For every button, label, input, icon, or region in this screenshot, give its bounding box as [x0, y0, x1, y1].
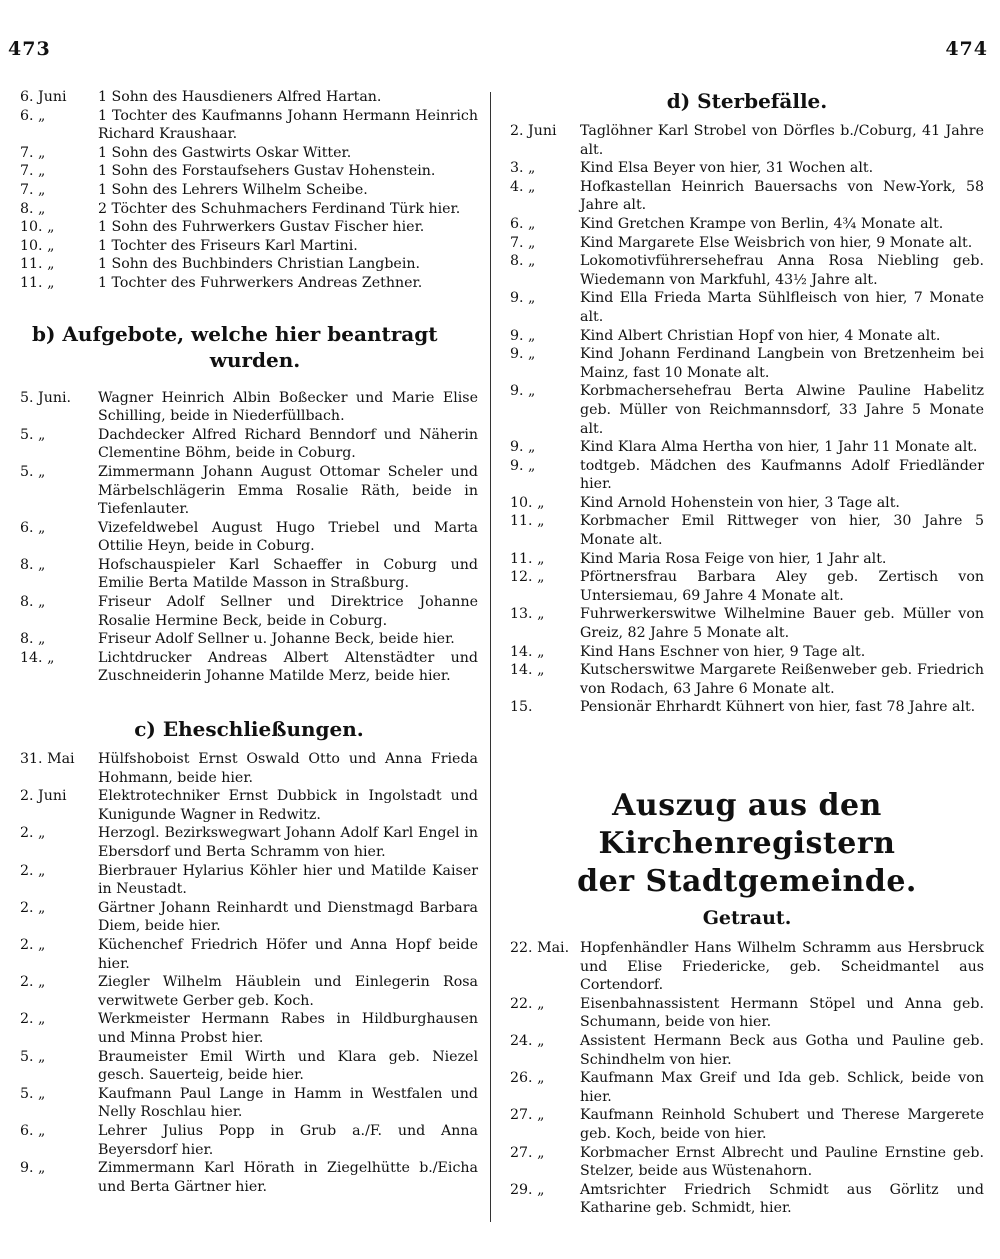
entry-date: 11. „: [510, 513, 545, 530]
entry-date: 9. „: [510, 439, 536, 456]
entry-text: Küchenchef Friedrich Höfer und Anna Hopf beide hier.: [98, 936, 478, 972]
entry-date: 8. „: [20, 594, 46, 611]
kirchen-heading-line1: Auszug aus den Kirchenregistern: [598, 788, 896, 861]
entry-text: Kind Klara Alma Hertha von hier, 1 Jahr 11 Monate alt.: [580, 439, 978, 456]
entry-date: 8. „: [20, 631, 46, 648]
entry-date: 9. „: [510, 290, 536, 307]
entry-date: 7. „: [20, 181, 46, 198]
list-item: [510, 252, 984, 289]
entry-date: 9. „: [510, 346, 536, 363]
section-d-heading: d) Sterbefälle.: [666, 89, 828, 113]
left-column: [20, 88, 478, 1196]
entry-date: 9. „: [510, 383, 536, 400]
list-item: [20, 389, 478, 426]
entry-text: Friseur Adolf Sellner u. Johanne Beck, beide hier.: [98, 631, 455, 648]
entry-text: Werkmeister Hermann Rabes in Hildburghausen und Minna Probst hier.: [98, 1011, 478, 1046]
entry-text: Herzogl. Bezirkswegwart Johann Adolf Karl Engel in Ebersdorf und Berta Schramm von hier.: [98, 825, 478, 860]
entry-date: 2. „: [20, 862, 46, 879]
entry-date: 14. „: [510, 662, 545, 679]
entry-date: 8. „: [20, 200, 46, 217]
entry-text: Kind Maria Rosa Feige von hier, 1 Jahr alt.: [580, 550, 887, 567]
entry-date: 7. „: [20, 144, 46, 161]
entry-date: 9. „: [20, 1160, 46, 1177]
entry-text: Kaufmann Reinhold Schubert und Therese Margerete geb. Koch, beide von hier.: [580, 1107, 984, 1142]
list-item: [20, 426, 478, 463]
entry-text: Kind Margarete Else Weisbrich von hier, 9 Monate alt.: [580, 234, 973, 251]
entry-text: Zimmermann Karl Hörath in Ziegelhütte b./Eicha und Berta Gärtner hier.: [98, 1160, 478, 1195]
list-item: [20, 107, 478, 144]
aufgebote-list: [20, 389, 478, 687]
entry-date: 2. „: [20, 936, 46, 953]
list-item: [510, 382, 984, 438]
entry-date: 2. „: [20, 899, 46, 916]
list-item: [20, 649, 478, 686]
entry-date: 13. „: [510, 606, 545, 623]
list-item: [20, 88, 478, 107]
births-list: [20, 88, 478, 293]
entry-date: 11. „: [20, 274, 55, 291]
list-item: [510, 327, 984, 346]
entry-date: 2. „: [20, 1011, 46, 1028]
getraut-list: [510, 939, 984, 1218]
entry-date: 7. „: [20, 163, 46, 180]
list-item: [20, 162, 478, 181]
list-item: [20, 181, 478, 200]
entry-text: 1 Sohn des Buchbinders Christian Langbein.: [98, 256, 421, 273]
list-item: [20, 1122, 478, 1159]
entry-date: 8. „: [510, 253, 536, 270]
entry-text: Friseur Adolf Sellner und Direktrice Johanne Rosalie Hermine Beck, beide in Coburg.: [98, 594, 478, 629]
list-item: [20, 255, 478, 274]
entry-text: Lokomotivführersehefrau Anna Rosa Niebling geb. Wiedemann von Markfuhl, 43½ Jahre alt.: [580, 253, 984, 288]
entry-date: 14. „: [20, 649, 55, 666]
entry-date: 15.: [510, 699, 533, 716]
entry-text: 1 Sohn des Hausdieners Alfred Hartan.: [98, 89, 382, 105]
entry-date: 9. „: [510, 457, 536, 474]
entry-date: 6. „: [20, 1122, 46, 1139]
right-column: [510, 88, 984, 1218]
list-item: [20, 274, 478, 293]
entry-text: Zimmermann Johann August Ottomar Scheler und Märbelschlägerin Emma Rosalie Räth, beide in Tiefenlauter.: [98, 463, 478, 518]
list-item: [20, 1010, 478, 1047]
entry-text: Kind Elsa Beyer von hier, 31 Wochen alt.: [580, 160, 874, 177]
entry-date: 11. „: [510, 550, 545, 567]
entry-text: Kind Gretchen Krampe von Berlin, 4¾ Monate alt.: [580, 215, 944, 232]
entry-date: 5. Juni.: [20, 389, 72, 406]
entry-text: Pensionär Ehrhardt Kühnert von hier, fast 78 Jahre alt.: [580, 699, 976, 716]
entry-date: 31. Mai: [20, 751, 75, 768]
list-item: [510, 550, 984, 569]
entry-date: 26. „: [510, 1070, 545, 1087]
section-b-line1: b) Aufgebote, welche hier beantragt: [32, 321, 438, 346]
entry-date: 10. „: [20, 219, 55, 236]
entry-text: 1 Tochter des Fuhrwerkers Andreas Zethner.: [98, 274, 423, 291]
list-item: [20, 237, 478, 256]
list-item: [510, 494, 984, 513]
list-item: [20, 556, 478, 593]
entry-text: 1 Sohn des Gastwirts Oskar Witter.: [98, 144, 352, 161]
section-b-line2: wurden.: [209, 347, 301, 372]
entry-text: Kind Albert Christian Hopf von hier, 4 Monate alt.: [580, 327, 941, 344]
entry-date: 6. „: [510, 215, 536, 232]
entry-text: 2 Töchter des Schuhmachers Ferdinand Türk hier.: [98, 200, 461, 217]
entry-date: 5. „: [20, 426, 46, 443]
list-item: [510, 1181, 984, 1218]
entry-text: Kind Johann Ferdinand Langbein von Bretzenheim bei Mainz, fast 10 Monate alt.: [580, 346, 984, 381]
list-item: [510, 159, 984, 178]
getraut-heading: Getraut.: [702, 907, 792, 929]
entry-text: Kaufmann Max Greif und Ida geb. Schlick, beide von hier.: [580, 1070, 984, 1105]
column-divider: [490, 92, 491, 1222]
list-item: [510, 568, 984, 605]
entry-date: 22. „: [510, 995, 545, 1012]
entry-date: 5. „: [20, 1048, 46, 1065]
list-item: [20, 463, 478, 519]
entry-date: 27. „: [510, 1107, 545, 1124]
list-item: [510, 122, 984, 159]
entry-text: Pförtnersfrau Barbara Aley geb. Zertisch von Untersiemau, 69 Jahre 4 Monate alt.: [580, 569, 984, 604]
list-item: [510, 698, 984, 717]
entry-text: Gärtner Johann Reinhardt und Dienstmagd Barbara Diem, beide hier.: [98, 899, 478, 935]
list-item: [510, 1069, 984, 1106]
list-item: [510, 995, 984, 1032]
list-item: [20, 218, 478, 237]
list-item: [20, 630, 478, 649]
entry-date: 6. „: [20, 107, 46, 124]
entry-date: 2. „: [20, 974, 46, 991]
entry-text: Kind Hans Eschner von hier, 9 Tage alt.: [580, 643, 866, 660]
entry-date: 27. „: [510, 1144, 545, 1161]
entry-text: todtgeb. Mädchen des Kaufmanns Adolf Friedländer hier.: [580, 457, 984, 493]
entry-text: Assistent Hermann Beck aus Gotha und Pauline geb. Schindhelm von hier.: [580, 1032, 984, 1068]
section-b-heading: [20, 321, 478, 373]
list-item: [20, 200, 478, 219]
entry-text: Kaufmann Paul Lange in Hamm in Westfalen und Nelly Roschlau hier.: [98, 1085, 478, 1121]
entry-text: Hofkastellan Heinrich Bauersachs von New-York, 58 Jahre alt.: [580, 178, 984, 214]
list-item: [20, 1048, 478, 1085]
sterbefaelle-list: [510, 122, 984, 717]
entry-date: 10. „: [510, 494, 545, 511]
list-item: [20, 519, 478, 556]
list-item: [20, 787, 478, 824]
entry-date: 2. „: [20, 825, 46, 842]
list-item: [20, 862, 478, 899]
list-item: [20, 824, 478, 861]
entry-date: 5. „: [20, 463, 46, 480]
list-item: [510, 345, 984, 382]
list-item: [510, 512, 984, 549]
entry-text: Kind Ella Frieda Marta Sühlfleisch von hier, 7 Monate alt.: [580, 290, 984, 325]
entry-date: 2. Juni: [510, 123, 557, 139]
entry-text: Dachdecker Alfred Richard Benndorf und Näherin Clementine Böhm, beide in Coburg.: [98, 426, 478, 462]
entry-text: Kind Arnold Hohenstein von hier, 3 Tage alt.: [580, 494, 900, 511]
entry-date: 8. „: [20, 556, 46, 573]
entry-date: 5. „: [20, 1085, 46, 1102]
entry-date: 10. „: [20, 237, 55, 254]
list-item: [20, 936, 478, 973]
list-item: [510, 1032, 984, 1069]
page-number-right: 474: [945, 38, 988, 60]
eheschliessungen-list: [20, 750, 478, 1196]
entry-text: Fuhrwerkerswitwe Wilhelmine Bauer geb. Müller von Greiz, 82 Jahre 5 Monate alt.: [580, 606, 984, 642]
list-item: [20, 899, 478, 936]
entry-text: Eisenbahnassistent Hermann Stöpel und Anna geb. Schumann, beide von hier.: [580, 995, 984, 1031]
list-item: [510, 178, 984, 215]
list-item: [510, 661, 984, 698]
entry-text: Elektrotechniker Ernst Dubbick in Ingolstadt und Kunigunde Wagner in Redwitz.: [98, 788, 478, 823]
entry-text: Hopfenhändler Hans Wilhelm Schramm aus Hersbruck und Elise Friedericke, geb. Scheidmantel aus Cortendorf.: [580, 940, 984, 994]
list-item: [20, 973, 478, 1010]
section-c-heading: c) Eheschließungen.: [134, 717, 364, 742]
entry-text: 1 Sohn des Lehrers Wilhelm Scheibe.: [98, 181, 368, 198]
list-item: [510, 215, 984, 234]
list-item: [510, 605, 984, 642]
list-item: [510, 234, 984, 253]
list-item: [20, 144, 478, 163]
entry-text: Ziegler Wilhelm Häublein und Einlegerin Rosa verwitwete Gerber geb. Koch.: [98, 974, 478, 1009]
entry-text: Bierbrauer Hylarius Köhler hier und Matilde Kaiser in Neustadt.: [98, 862, 478, 898]
entry-text: Korbmachersehefrau Berta Alwine Pauline Habelitz geb. Müller von Reichmannsdorf, 33 Jahre 5 Monate alt.: [580, 383, 984, 437]
entry-text: Vizefeldwebel August Hugo Triebel und Marta Ottilie Heyn, beide in Coburg.: [98, 519, 478, 555]
list-item: [510, 438, 984, 457]
entry-text: Lehrer Julius Popp in Grub a./F. und Anna Beyersdorf hier.: [98, 1122, 478, 1158]
entry-date: 6. Juni: [20, 89, 67, 105]
entry-text: Kutscherswitwe Margarete Reißenweber geb. Friedrich von Rodach, 63 Jahre 6 Monate alt.: [580, 662, 984, 697]
entry-date: 4. „: [510, 178, 536, 195]
list-item: [20, 593, 478, 630]
kirchen-heading: [510, 787, 984, 901]
entry-text: Hülfshoboist Ernst Oswald Otto und Anna Frieda Hohmann, beide hier.: [98, 751, 478, 786]
entry-text: Taglöhner Karl Strobel von Dörfles b./Coburg, 41 Jahre alt.: [580, 123, 984, 158]
entry-text: Korbmacher Emil Rittweger von hier, 30 Jahre 5 Monate alt.: [580, 513, 984, 549]
entry-text: Hofschauspieler Karl Schaeffer in Coburg und Emilie Berta Matilde Masson in Straßburg.: [98, 556, 478, 592]
kirchen-heading-line2: der Stadtgemeinde.: [577, 864, 917, 899]
page-number-left: 473: [8, 38, 51, 60]
entry-date: 7. „: [510, 234, 536, 251]
entry-date: 3. „: [510, 160, 536, 177]
entry-text: Lichtdrucker Andreas Albert Altenstädter und Zuschneiderin Johanne Matilde Merz, beide hier.: [98, 649, 478, 685]
entry-text: Braumeister Emil Wirth und Klara geb. Niezel gesch. Sauerteig, beide hier.: [98, 1048, 478, 1084]
entry-text: Wagner Heinrich Albin Boßecker und Marie Elise Schilling, beide in Niederfüllbach.: [98, 389, 478, 425]
entry-text: Amtsrichter Friedrich Schmidt aus Görlitz und Katharine geb. Schmidt, hier.: [580, 1181, 984, 1217]
list-item: [20, 750, 478, 787]
list-item: [20, 1085, 478, 1122]
list-item: [510, 939, 984, 995]
entry-date: 2. Juni: [20, 788, 67, 805]
entry-date: 14. „: [510, 643, 545, 660]
list-item: [510, 457, 984, 494]
entry-text: Korbmacher Ernst Albrecht und Pauline Ernstine geb. Stelzer, beide aus Wüstenahorn.: [580, 1144, 984, 1180]
entry-text: 1 Tochter des Kaufmanns Johann Hermann Heinrich Richard Kraushaar.: [98, 107, 478, 143]
entry-text: 1 Tochter des Friseurs Karl Martini.: [98, 237, 358, 254]
entry-date: 29. „: [510, 1181, 545, 1198]
entry-text: 1 Sohn des Forstaufsehers Gustav Hohenstein.: [98, 163, 436, 180]
entry-text: 1 Sohn des Fuhrwerkers Gustav Fischer hier.: [98, 219, 425, 236]
entry-date: 11. „: [20, 256, 55, 273]
list-item: [510, 1106, 984, 1143]
entry-date: 12. „: [510, 569, 545, 586]
entry-date: 6. „: [20, 519, 46, 536]
list-item: [20, 1159, 478, 1196]
list-item: [510, 643, 984, 662]
list-item: [510, 289, 984, 326]
entry-date: 24. „: [510, 1032, 545, 1049]
list-item: [510, 1144, 984, 1181]
entry-date: 22. Mai.: [510, 940, 570, 956]
entry-date: 9. „: [510, 327, 536, 344]
